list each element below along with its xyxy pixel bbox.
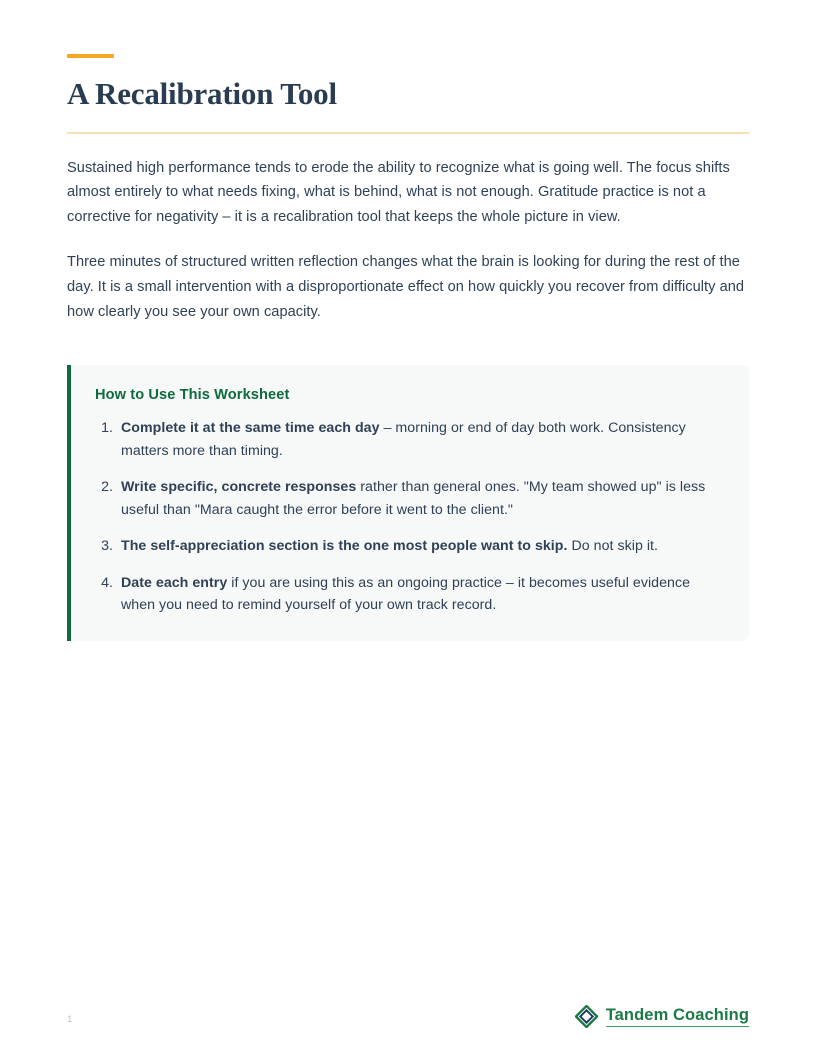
list-item-rest: rather than general ones. "My team showed up" is less useful than "Mara caught the error before it went to the client." (121, 479, 706, 518)
list-item (117, 476, 723, 521)
list-item (117, 572, 723, 617)
title-accent-bar (67, 54, 114, 58)
brand-logo (575, 1005, 749, 1028)
list-item-rest: if you are using this as an ongoing practice – it becomes useful evidence when you need to remind yourself of your own track record. (121, 574, 691, 614)
list-item-rest: Do not skip it. (567, 538, 659, 555)
intro-paragraph-1: Sustained high performance tends to erode the ability to recognize what is going well. The focus shifts almost entirely to what needs fixing, what is behind, what is not enough. Gratitude practice is not a corrective for negativity – it is a recalibration tool that keeps the whole picture in view. (67, 159, 730, 225)
tandem-diamond-icon (575, 1005, 598, 1028)
title-divider-rule (67, 132, 749, 134)
list-item-rest: – morning or end of day both work. Consistency matters more than timing. (121, 420, 686, 459)
brand-name: Tandem Coaching (606, 1006, 749, 1026)
list-item (117, 417, 723, 462)
page-title: A Recalibration Tool (67, 76, 337, 111)
list-item-lead: Date each entry (121, 574, 228, 591)
page-content (67, 0, 749, 641)
list-item-lead: The self-appreciation section is the one most people want to skip. (121, 538, 568, 555)
callout-instruction-list (95, 417, 723, 617)
page-footer (67, 1002, 749, 1028)
page-number: 1 (67, 1014, 73, 1025)
how-to-use-callout (67, 365, 749, 641)
list-item-lead: Complete it at the same time each day (121, 420, 380, 437)
list-item (117, 535, 723, 558)
callout-heading: How to Use This Worksheet (95, 387, 290, 404)
intro-paragraph-2: Three minutes of structured written reflection changes what the brain is looking for during the rest of the day. It is a small intervention with a disproportionate effect on how quickly you recover from difficulty and how clearly you see your own capacity. (67, 254, 745, 320)
list-item-lead: Write specific, concrete responses (121, 479, 357, 496)
